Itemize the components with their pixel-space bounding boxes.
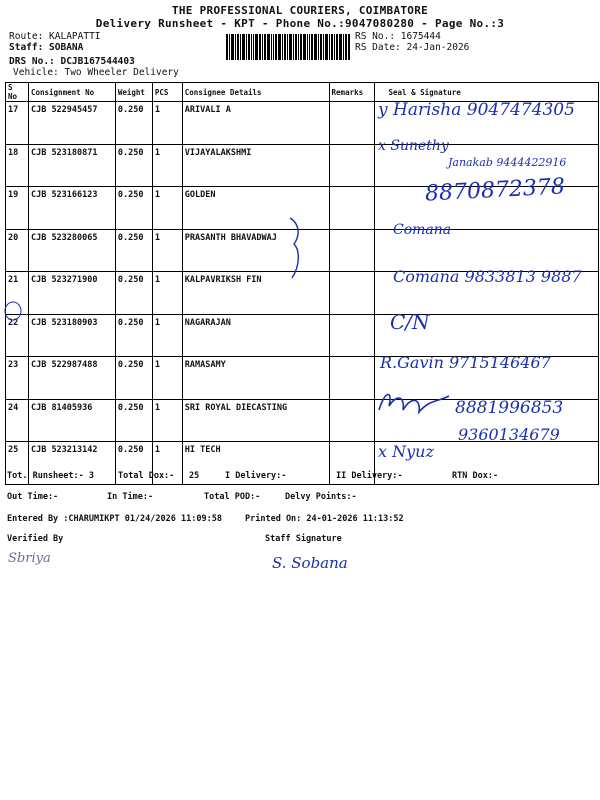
- cell-weight: 0.250: [115, 102, 152, 145]
- col-signature: Seal & Signature: [374, 83, 599, 102]
- cell-remarks: [329, 314, 374, 357]
- company-title: THE PROFESSIONAL COURIERS, COIMBATORE: [171, 4, 429, 17]
- cell-consignment: CJB 523166123: [28, 187, 115, 230]
- handwritten-signature: x Nyuz: [378, 442, 434, 461]
- handwritten-signature: Comana 9833813 9887: [393, 267, 582, 286]
- col-weight: Weight: [115, 83, 152, 102]
- cell-consignment: CJB 522945457: [28, 102, 115, 145]
- cell-sno: 19: [6, 187, 29, 230]
- staff-signature: S. Sobana: [272, 554, 348, 572]
- rtn-dox: RTN Dox:-: [452, 471, 499, 481]
- out-time: Out Time:-: [7, 492, 59, 502]
- total-dox-value: 25: [189, 471, 200, 481]
- handwritten-remark: C/N: [390, 310, 430, 334]
- table-header-row: [6, 83, 599, 102]
- cell-remarks: [329, 399, 374, 442]
- handwritten-scribble: [375, 386, 455, 418]
- cell-remarks: [329, 187, 374, 230]
- cell-pcs: 1: [152, 102, 182, 145]
- cell-remarks: [329, 144, 374, 187]
- rs-date: RS Date: 24-Jan-2026: [355, 42, 470, 53]
- cell-weight: 0.250: [115, 314, 152, 357]
- printed-on: Printed On: 24-01-2026 11:13:52: [245, 514, 404, 524]
- total-pod: Total POD:-: [204, 492, 261, 502]
- handwritten-phone: Janakab 9444422916: [448, 156, 567, 169]
- cell-consignee: VIJAYALAKSHMI: [182, 144, 329, 187]
- cell-sno: 22: [6, 314, 29, 357]
- cell-weight: 0.250: [115, 357, 152, 400]
- cell-sno: 18: [6, 144, 29, 187]
- cell-consignee: ARIVALI A: [182, 102, 329, 145]
- cell-weight: 0.250: [115, 272, 152, 315]
- table-row: [6, 442, 599, 485]
- cell-consignment: CJB 523280065: [28, 229, 115, 272]
- verifier-signature: Sbriya: [8, 551, 51, 566]
- entered-by: Entered By :CHARUMIKPT 01/24/2026 11:09:58: [7, 514, 222, 524]
- cell-weight: 0.250: [115, 229, 152, 272]
- cell-consignment: CJB 523213142: [28, 442, 115, 485]
- delvy-points: Delvy Points:-: [285, 492, 357, 502]
- col-pcs: PCS: [152, 83, 182, 102]
- handwritten-signature: Comana: [393, 222, 452, 238]
- handwritten-bracket: [286, 216, 306, 282]
- vehicle-label: Vehicle: Two Wheeler Delivery: [13, 67, 179, 78]
- cell-sno: 20: [6, 229, 29, 272]
- cell-consignee: PRASANTH BHAVADWAJ: [182, 229, 329, 272]
- col-consignment: Consignment No: [28, 83, 115, 102]
- handwritten-phone: 8881996853: [455, 398, 564, 418]
- cell-pcs: 1: [152, 187, 182, 230]
- barcode: [226, 34, 350, 60]
- ii-delivery: II Delivery:-: [336, 471, 403, 481]
- cell-pcs: 1: [152, 442, 182, 485]
- cell-weight: 0.250: [115, 442, 152, 485]
- handwritten-signature: R.Gavin 9715146467: [380, 353, 551, 372]
- cell-pcs: 1: [152, 357, 182, 400]
- cell-pcs: 1: [152, 229, 182, 272]
- cell-weight: 0.250: [115, 187, 152, 230]
- cell-sno: 23: [6, 357, 29, 400]
- col-remarks: Remarks: [329, 83, 374, 102]
- cell-consignment: CJB 523180871: [28, 144, 115, 187]
- cell-weight: 0.250: [115, 399, 152, 442]
- cell-weight: 0.250: [115, 144, 152, 187]
- route-label: Route: KALAPATTI: [9, 31, 101, 42]
- table-row: [6, 314, 599, 357]
- handwritten-circle: [3, 300, 23, 322]
- cell-pcs: 1: [152, 314, 182, 357]
- cell-consignee: GOLDEN: [182, 187, 329, 230]
- cell-pcs: 1: [152, 399, 182, 442]
- handwritten-phone: 9360134679: [458, 425, 560, 444]
- in-time: In Time:-: [107, 492, 154, 502]
- verified-by: Verified By: [7, 534, 64, 544]
- handwritten-signature: x Sunethy: [378, 138, 449, 154]
- cell-pcs: 1: [152, 272, 182, 315]
- handwritten-phone: 8870872378: [424, 174, 566, 207]
- total-dox-label: Total Dox:-: [118, 471, 175, 481]
- cell-remarks: [329, 229, 374, 272]
- cell-consignment: CJB 523271900: [28, 272, 115, 315]
- cell-remarks: [329, 102, 374, 145]
- staff-label: Staff: SOBANA: [9, 42, 84, 53]
- handwritten-signature: y Harisha 9047474305: [378, 100, 575, 120]
- cell-sno: 24: [6, 399, 29, 442]
- cell-sno: 25: [6, 442, 29, 485]
- cell-consignment: CJB 81405936: [28, 399, 115, 442]
- runsheet-subtitle: Delivery Runsheet - KPT - Phone No.:9047080280 - Page No.:3: [95, 17, 505, 30]
- cell-consignee: KALPAVRIKSH FIN: [182, 272, 329, 315]
- cell-remarks: [329, 272, 374, 315]
- col-consignee: Consignee Details: [182, 83, 329, 102]
- cell-sno: 17: [6, 102, 29, 145]
- cell-consignee: SRI ROYAL DIECASTING: [182, 399, 329, 442]
- i-delivery: I Delivery:-: [225, 471, 287, 481]
- cell-remarks: [329, 357, 374, 400]
- rs-number: RS No.: 1675444: [355, 31, 441, 42]
- cell-consignee: RAMASAMY: [182, 357, 329, 400]
- cell-consignee: HI TECH: [182, 442, 329, 485]
- staff-signature-label: Staff Signature: [265, 534, 342, 544]
- cell-consignment: CJB 523180903: [28, 314, 115, 357]
- drs-number: DRS No.: DCJB167544403: [9, 56, 135, 67]
- cell-consignment: CJB 522987488: [28, 357, 115, 400]
- cell-pcs: 1: [152, 144, 182, 187]
- cell-consignee: NAGARAJAN: [182, 314, 329, 357]
- cell-sno: 21: [6, 272, 29, 315]
- tot-runsheet: Tot. Runsheet:- 3: [7, 471, 94, 481]
- col-sno: S No: [6, 83, 29, 102]
